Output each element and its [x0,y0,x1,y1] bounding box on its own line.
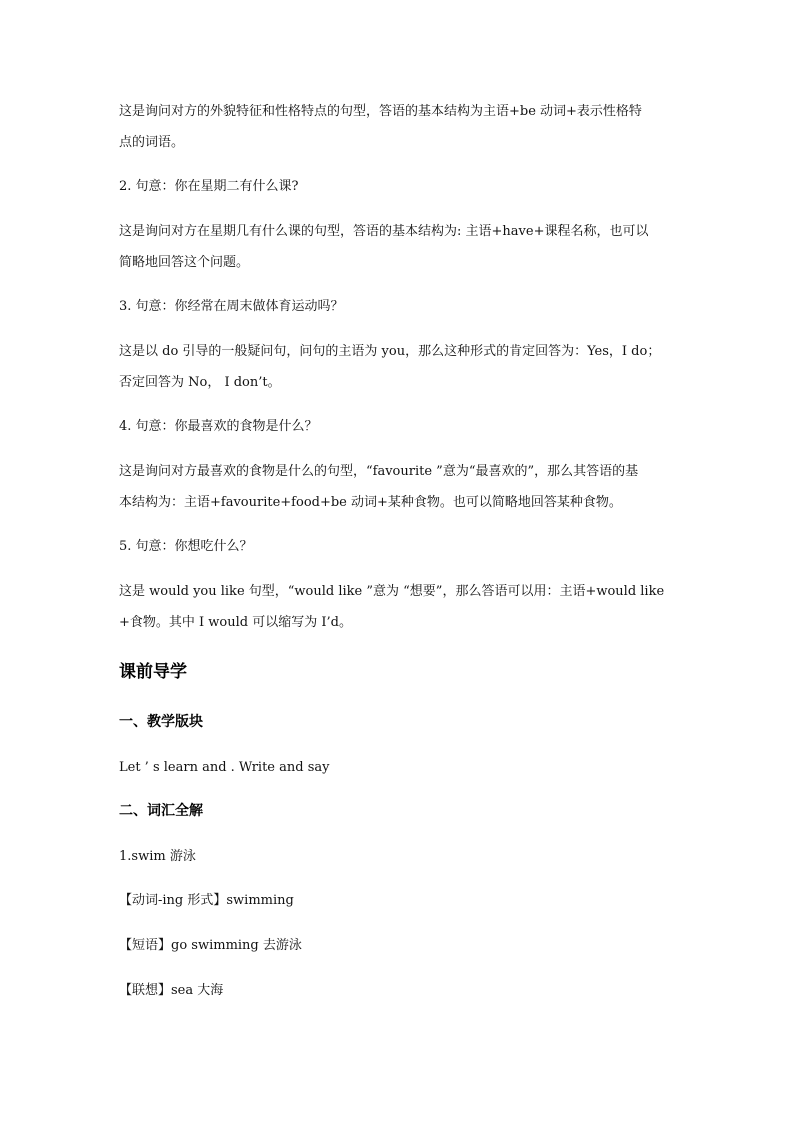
vocab-ing-form: 【动词-ing 形式】swimming [119,893,294,908]
subsection-2-title: 二、词汇全解 [119,803,203,819]
item-3-heading: 3. 句意：你经常在周末做体育运动吗？ [119,299,344,314]
paragraph-5-line-2: +食物。其中 I would 可以缩写为 I’d。 [119,615,352,630]
paragraph-2-line-1: 这是询问对方在星期几有什么课的句型，答语的基本结构为: 主语+have+课程名称，也可以 [119,224,649,239]
vocab-association: 【联想】sea 大海 [119,983,224,998]
item-2-heading: 2. 句意：你在星期二有什么课? [119,179,299,194]
subsection-1-title: 一、教学版块 [119,714,203,730]
paragraph-1-line-1: 这是询问对方的外貌特征和性格特点的句型，答语的基本结构为主语+be 动词+表示性格特 [119,104,642,119]
item-5-heading: 5. 句意：你想吃什么？ [119,539,253,554]
section-title: 课前导学 [119,662,187,682]
paragraph-5-line-1: 这是 would you like 句型，“would like ”意为 “想要”，那么答语可以用：主语+would like [119,584,665,599]
subsection-1-text: Let ’ s learn and . Write and say [119,760,330,775]
paragraph-1-line-2: 点的词语。 [119,135,185,150]
item-4-heading: 4. 句意：你最喜欢的食物是什么？ [119,419,318,434]
paragraph-4-line-1: 这是询问对方最喜欢的食物是什么的句型，“favourite ”意为“最喜欢的”，那么其答语的基 [119,464,639,479]
paragraph-3-line-1: 这是以 do 引导的一般疑问句，问句的主语为 you，那么这种形式的肯定回答为：Yes，I do； [119,344,661,359]
paragraph-2-line-2: 简略地回答这个问题。 [119,255,250,270]
paragraph-3-line-2: 否定回答为 No， I don’t。 [119,375,281,390]
vocab-phrase: 【短语】go swimming 去游泳 [119,938,302,953]
paragraph-4-line-2: 本结构为：主语+favourite+food+be 动词+某种食物。也可以简略地回答某种食物。 [119,495,622,510]
vocab-word: 1.swim 游泳 [119,849,196,864]
